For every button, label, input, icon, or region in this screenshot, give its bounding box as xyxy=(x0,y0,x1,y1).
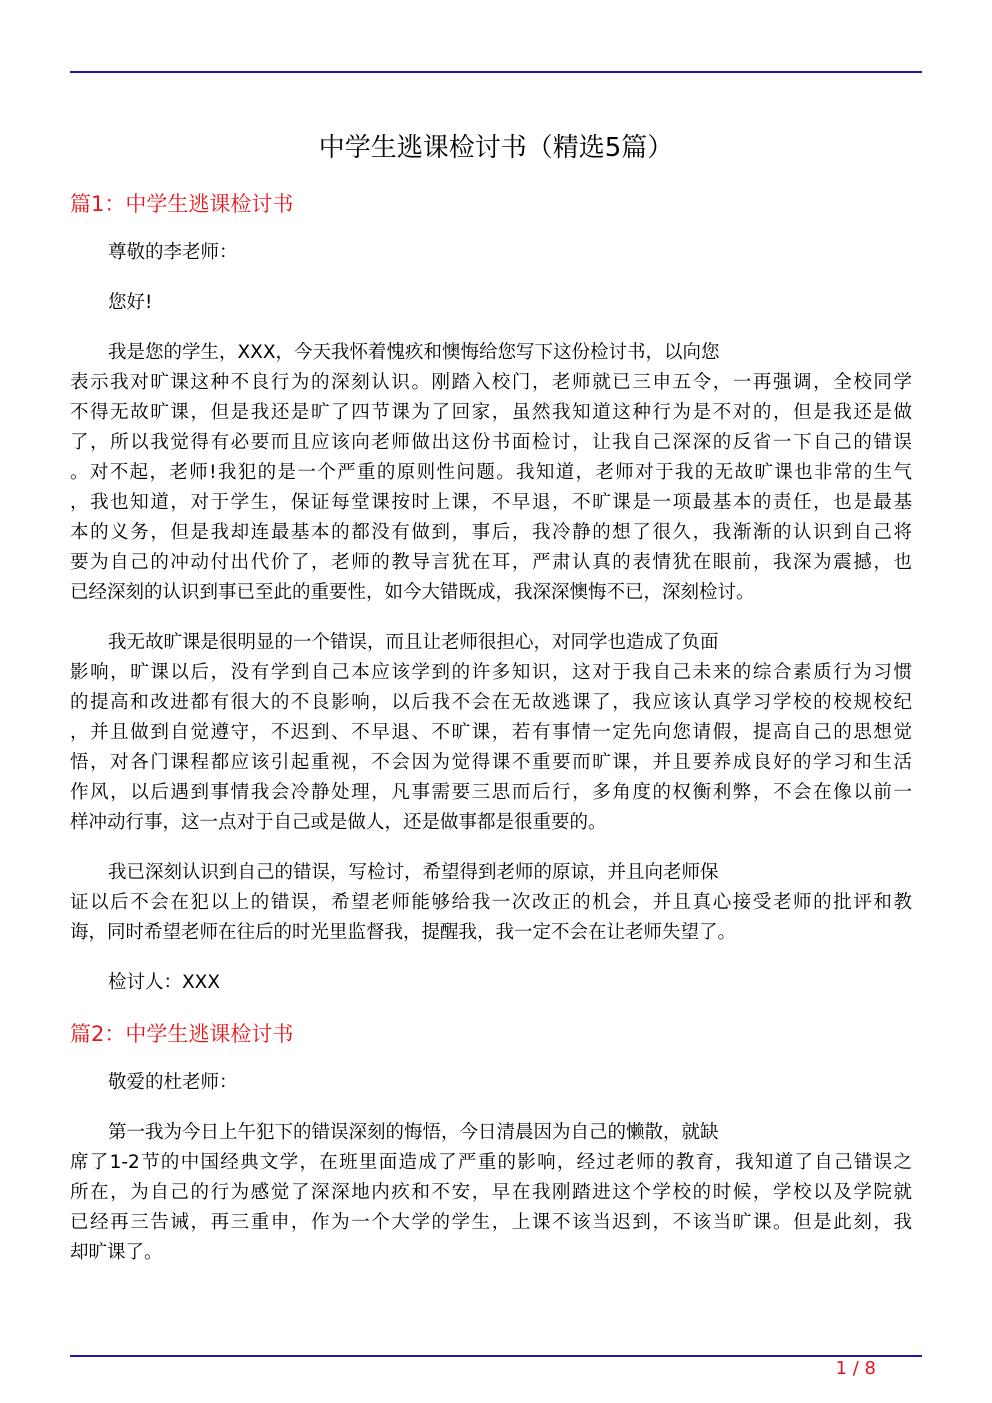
section-heading: 篇2：中学生逃课检讨书 xyxy=(70,1022,294,1046)
text-line: 您好! xyxy=(108,292,153,313)
text-line: 表示我对旷课这种不良行为的深刻认识。刚踏入校门，老师就已三申五令，一再强调，全校同学 xyxy=(70,372,912,393)
text-line: 却旷课了。 xyxy=(70,1242,163,1263)
text-line: 作风，以后遇到事情我会冷静处理，凡事需要三思而后行，多角度的权衡利弊，不会在像以前一 xyxy=(70,782,912,803)
text-line: 证以后不会在犯以上的错误，希望老师能够给我一次改正的机会，并且真心接受老师的批评和教 xyxy=(70,892,912,913)
text-line: 所在，为自己的行为感觉了深深地内疚和不安，早在我刚踏进这个学校的时候，学校以及学院就 xyxy=(70,1182,912,1203)
paragraph xyxy=(70,1118,912,1268)
text-line: 不得无故旷课，但是我还是旷了四节课为了回家，虽然我知道这种行为是不对的，但是我还是做 xyxy=(70,402,912,423)
text-line: 我是您的学生，XXX，今天我怀着愧疚和懊悔给您写下这份检讨书，以向您 xyxy=(108,342,720,363)
footer-rule xyxy=(70,1355,922,1357)
paragraph xyxy=(70,338,912,608)
paragraph xyxy=(70,858,912,948)
text-line: 要为自己的冲动付出代价了，老师的教导言犹在耳，严肃认真的表情犹在眼前，我深为震撼，也 xyxy=(70,552,912,573)
paragraph xyxy=(70,238,912,268)
text-line: 了，所以我觉得有必要而且应该向老师做出这份书面检讨，让我自己深深的反省一下自己的错误 xyxy=(70,432,912,453)
text-line: 敬爱的杜老师： xyxy=(108,1072,238,1093)
text-line: 诲，同时希望老师在往后的时光里监督我，提醒我，我一定不会在让老师失望了。 xyxy=(70,922,737,943)
paragraph xyxy=(70,288,912,318)
text-line: 我已深刻认识到自己的错误，写检讨，希望得到老师的原谅，并且向老师保 xyxy=(108,862,719,883)
header-rule xyxy=(70,71,922,73)
paragraph xyxy=(70,968,912,998)
text-line: 样冲动行事，这一点对于自己或是做人，还是做事都是很重要的。 xyxy=(70,812,607,833)
text-line: 本的义务，但是我却连最基本的都没有做到，事后，我冷静的想了很久，我渐渐的认识到自己将 xyxy=(70,522,912,543)
paragraph xyxy=(70,628,912,838)
page-number: 1 / 8 xyxy=(835,1358,876,1379)
text-line: 的提高和改进都有很大的不良影响，以后我不会在无故逃课了，我应该认真学习学校的校规校纪 xyxy=(70,692,912,713)
text-line: 第一我为今日上午犯下的错误深刻的悔悟，今日清晨因为自己的懒散，就缺 xyxy=(108,1122,719,1143)
text-line: 。对不起，老师!我犯的是一个严重的原则性问题。我知道，老师对于我的无故旷课也非常的生气 xyxy=(70,462,912,483)
paragraph xyxy=(70,1068,912,1098)
text-line: 已经深刻的认识到事已至此的重要性，如今大错既成，我深深懊悔不已，深刻检讨。 xyxy=(70,582,755,603)
text-line: 尊敬的李老师： xyxy=(108,242,238,263)
text-line: 已经再三告诫，再三重申，作为一个大学的学生，上课不该当迟到，不该当旷课。但是此刻，我 xyxy=(70,1212,912,1233)
text-line: 检讨人：XXX xyxy=(108,972,221,993)
text-line: 我无故旷课是很明显的一个错误，而且让老师很担心，对同学也造成了负面 xyxy=(108,632,719,653)
text-line: ，我也知道，对于学生，保证每堂课按时上课，不早退，不旷课是一项最基本的责任，也是最基 xyxy=(70,492,912,513)
text-line: 影响，旷课以后，没有学到自己本应该学到的许多知识，这对于我自己未来的综合素质行为习惯 xyxy=(70,662,912,683)
text-line: 悟，对各门课程都应该引起重视，不会因为觉得课不重要而旷课，并且要养成良好的学习和生活 xyxy=(70,752,912,773)
text-line: ，并且做到自觉遵守，不迟到、不早退、不旷课，若有事情一定先向您请假，提高自己的思想觉 xyxy=(70,722,912,743)
text-line: 席了1-2节的中国经典文学，在班里面造成了严重的影响，经过老师的教育，我知道了自己错误之 xyxy=(70,1152,912,1173)
document-body xyxy=(70,188,912,1288)
section-heading: 篇1：中学生逃课检讨书 xyxy=(70,192,294,216)
document-title: 中学生逃课检讨书（精选5篇） xyxy=(318,133,674,163)
